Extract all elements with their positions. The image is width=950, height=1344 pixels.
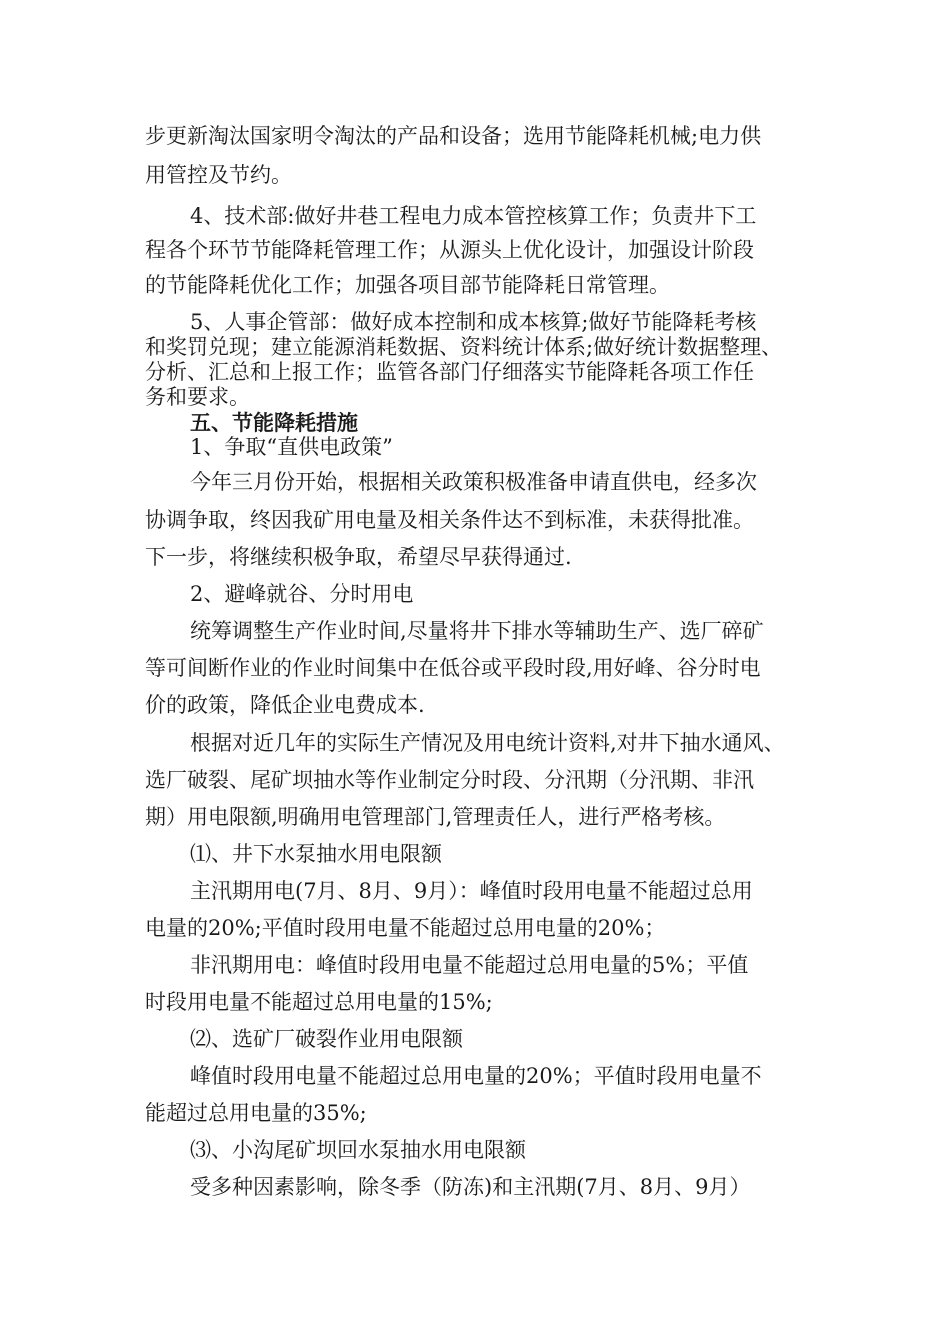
- paragraph-line: 分析、汇总和上报工作；监管各部门仔细落实节能降耗各项工作任: [145, 360, 754, 384]
- paragraph-line: 今年三月份开始，根据相关政策积极准备申请直供电，经多次: [190, 470, 757, 494]
- paragraph-line: 选厂破裂、尾矿坝抽水等作业制定分时段、分汛期（分汛期、非汛: [145, 768, 754, 792]
- paragraph-line: 价的政策，降低企业电费成本.: [145, 693, 425, 717]
- section-heading: 五、节能降耗措施: [190, 410, 358, 435]
- paragraph-line: 期）用电限额,明确用电管理部门,管理责任人，进行严格考核。: [145, 805, 726, 829]
- paragraph-line: 等可间断作业的作业时间集中在低谷或平段时段,用好峰、谷分时电: [145, 656, 761, 680]
- paragraph-line: 受多种因素影响，除冬季（防冻)和主汛期(7月、8月、9月）: [190, 1175, 751, 1199]
- paragraph-line: 用管控及节约。: [145, 163, 292, 187]
- paragraph-line: 统筹调整生产作业时间,尽量将井下排水等辅助生产、选厂碎矿: [190, 619, 764, 643]
- paragraph-line: 主汛期用电(7月、8月、9月）：峰值时段用电量不能超过总用: [190, 879, 753, 903]
- paragraph-line: 程各个环节节能降耗管理工作；从源头上优化设计，加强设计阶段: [145, 238, 754, 262]
- subsection-heading: ⑶、小沟尾矿坝回水泵抽水用电限额: [190, 1138, 526, 1162]
- paragraph-line: 能超过总用电量的35%;: [145, 1101, 367, 1125]
- subsection-heading: ⑵、选矿厂破裂作业用电限额: [190, 1027, 463, 1051]
- paragraph-line: 时段用电量不能超过总用电量的15%;: [145, 990, 493, 1014]
- subsection-heading: 2、避峰就谷、分时用电: [190, 582, 414, 606]
- paragraph-line: 5、人事企管部：做好成本控制和成本核算;做好节能降耗考核: [190, 310, 757, 334]
- paragraph-line: 非汛期用电：峰值时段用电量不能超过总用电量的5%；平值: [190, 953, 749, 977]
- subsection-heading: 1、争取“直供电政策”: [190, 435, 393, 459]
- paragraph-line: 下一步，将继续积极争取，希望尽早获得通过.: [145, 545, 572, 569]
- paragraph-line: 峰值时段用电量不能超过总用电量的20%；平值时段用电量不: [190, 1064, 762, 1088]
- paragraph-line: 的节能降耗优化工作；加强各项目部节能降耗日常管理。: [145, 273, 670, 297]
- paragraph-line: 和奖罚兑现；建立能源消耗数据、资料统计体系;做好统计数据整理、: [145, 335, 783, 359]
- paragraph-line: 协调争取，终因我矿用电量及相关条件达不到标准，未获得批准。: [145, 508, 754, 532]
- paragraph-line: 根据对近几年的实际生产情况及用电统计资料,对井下抽水通风、: [190, 731, 785, 755]
- paragraph-line: 电量的20%;平值时段用电量不能超过总用电量的20%；: [145, 916, 666, 940]
- paragraph-line: 步更新淘汰国家明令淘汰的产品和设备；选用节能降耗机械;电力供: [145, 124, 762, 148]
- paragraph-line: 4、技术部:做好井巷工程电力成本管控核算工作；负责井下工: [190, 204, 757, 228]
- subsection-heading: ⑴、井下水泵抽水用电限额: [190, 842, 442, 866]
- paragraph-line: 务和要求。: [145, 385, 250, 409]
